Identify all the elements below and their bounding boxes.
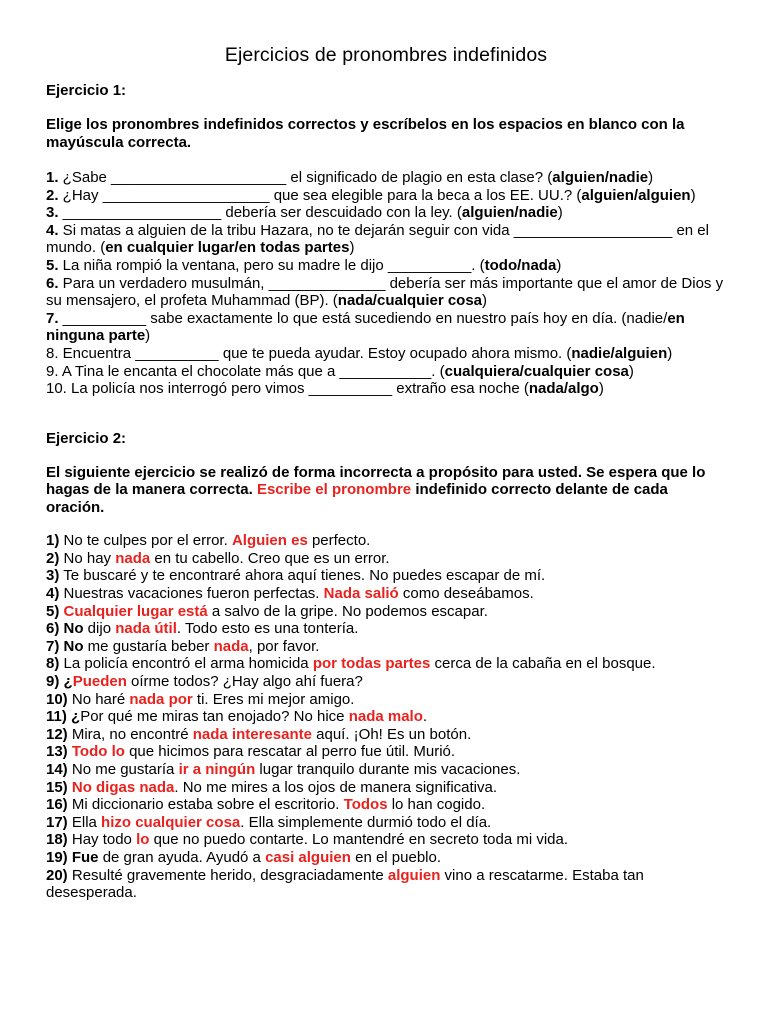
highlighted-text: ir a ningún bbox=[178, 760, 256, 778]
list-item bbox=[46, 567, 726, 585]
item-number: 16) bbox=[46, 796, 68, 814]
item-text: Por qué me miras tan enojado? No hice bbox=[80, 708, 349, 726]
item-number: 3) bbox=[46, 567, 60, 585]
item-text: No bbox=[63, 637, 84, 655]
item-number: 5) bbox=[46, 602, 60, 620]
list-item bbox=[46, 673, 726, 691]
list-item bbox=[46, 867, 726, 902]
highlighted-text: lo bbox=[136, 831, 150, 849]
page-title: Ejercicios de pronombres indefinidos bbox=[224, 44, 548, 66]
item-number: 6) bbox=[46, 620, 60, 638]
item-text: No me gustaría bbox=[67, 760, 179, 778]
item-text: en el pueblo. bbox=[350, 848, 442, 866]
highlighted-text: nada malo bbox=[348, 708, 423, 726]
item-text: lugar tranquilo durante mis vacaciones. bbox=[255, 760, 521, 778]
item-text: ¿ bbox=[71, 708, 81, 726]
item-number: 1) bbox=[46, 532, 60, 550]
item-text: . Ella simplemente durmió todo el día. bbox=[240, 813, 492, 831]
item-number: 20) bbox=[46, 866, 68, 884]
list-item: 9. A Tina le encanta el chocolate más que a ___________. (cualquiera/cualquier cosa) bbox=[46, 362, 634, 380]
item-text: ti. Eres mi mejor amigo. bbox=[192, 690, 355, 708]
item-text: Mi diccionario estaba sobre el escritorio. bbox=[67, 796, 344, 814]
item-text: , por favor. bbox=[248, 637, 320, 655]
item-text: oírme todos? ¿Hay algo ahí fuera? bbox=[126, 672, 363, 690]
highlighted-text: casi alguien bbox=[265, 848, 351, 866]
list-item: 1. ¿Sabe _____________________ el significado de plagio en esta clase? (alguien/nadie) bbox=[46, 169, 654, 186]
list-item bbox=[46, 532, 726, 550]
list-item bbox=[46, 831, 726, 849]
list-item bbox=[46, 779, 726, 797]
highlighted-text: Todos bbox=[343, 796, 388, 814]
list-item bbox=[46, 849, 726, 867]
exercise-2-list bbox=[46, 532, 726, 901]
list-item bbox=[46, 550, 726, 568]
item-text: No hay bbox=[59, 549, 116, 567]
item-text: que no puedo contarte. Lo mantendré en secreto toda mi vida. bbox=[149, 831, 569, 849]
item-number: 13) bbox=[46, 743, 68, 761]
item-number: 19) bbox=[46, 848, 68, 866]
item-number: 12) bbox=[46, 725, 68, 743]
item-text: No te culpes por el error. bbox=[59, 532, 232, 550]
highlighted-text: nada por bbox=[129, 690, 193, 708]
list-item: 4. Si matas a alguien de la tribu Hazara, no te dejarán seguir con vida ___________________ en el mundo. (en cualquier lugar/en todas partes) bbox=[46, 221, 709, 257]
list-item: 5. La niña rompió la ventana, pero su madre le dijo __________. (todo/nada) bbox=[46, 256, 562, 274]
item-number: 9) bbox=[46, 672, 60, 690]
highlighted-text: por todas partes bbox=[312, 655, 431, 673]
item-number: 4) bbox=[46, 585, 60, 602]
item-text: . bbox=[422, 708, 428, 726]
item-text: . No me mires a los ojos de manera significativa. bbox=[174, 778, 498, 796]
item-text: vino a rescatarme. Estaba tan desesperada. bbox=[46, 866, 644, 902]
list-item bbox=[46, 638, 726, 656]
list-item: 3. ___________________ debería ser descuidado con la ley. (alguien/nadie) bbox=[46, 204, 563, 222]
list-item bbox=[46, 691, 726, 709]
item-text: Mira, no encontré bbox=[67, 725, 193, 743]
highlighted-text: nada bbox=[213, 637, 249, 655]
item-text: Nuestras vacaciones fueron perfectas. bbox=[59, 585, 324, 602]
item-text: Resulté gravemente herido, desgraciadamente bbox=[67, 866, 388, 884]
highlighted-text: No digas nada bbox=[71, 778, 175, 796]
list-item bbox=[46, 603, 726, 621]
item-number: 15) bbox=[46, 778, 68, 796]
item-text: dijo bbox=[83, 620, 116, 638]
item-text: Fue bbox=[71, 848, 99, 866]
highlighted-text: nada útil bbox=[115, 620, 177, 638]
list-item bbox=[46, 761, 726, 779]
list-item bbox=[46, 655, 726, 673]
highlighted-text: Alguien es bbox=[231, 532, 308, 550]
list-item bbox=[46, 620, 726, 638]
list-item: 2. ¿Hay ____________________ que sea elegible para la beca a los EE. UU.? (alguien/alguien) bbox=[46, 186, 696, 204]
item-text: . Todo esto es una tontería. bbox=[176, 620, 359, 638]
exercise-1-instructions: Elige los pronombres indefinidos correctos y escríbelos en los espacios en blanco con la mayúscula correcta. bbox=[46, 116, 685, 151]
exercise-1-list bbox=[46, 169, 726, 398]
item-text: No bbox=[63, 620, 84, 638]
item-number: 11) bbox=[46, 708, 67, 726]
highlighted-text: nada bbox=[115, 549, 151, 567]
item-number: 7) bbox=[46, 637, 60, 655]
item-text: a salvo de la gripe. No podemos escapar. bbox=[207, 602, 488, 620]
item-text: Te buscaré y te encontraré ahora aquí tienes. No puedes escapar de mí. bbox=[59, 567, 546, 585]
item-text: de gran ayuda. Ayudó a bbox=[98, 848, 266, 866]
item-text: ¿ bbox=[63, 672, 73, 690]
item-number: 2) bbox=[46, 549, 60, 567]
list-item bbox=[46, 743, 726, 761]
document-page bbox=[46, 42, 726, 902]
item-text: Ella bbox=[67, 813, 102, 831]
list-item bbox=[46, 726, 726, 744]
item-text: No haré bbox=[67, 690, 130, 708]
list-item: 10. La policía nos interrogó pero vimos __________ extraño esa noche (nada/algo) bbox=[46, 380, 604, 398]
item-number: 10) bbox=[46, 690, 68, 708]
highlighted-text: Pueden bbox=[72, 672, 127, 690]
list-item bbox=[46, 708, 726, 726]
item-number: 14) bbox=[46, 760, 68, 778]
list-item: 8. Encuentra __________ que te pueda ayudar. Estoy ocupado ahora mismo. (nadie/alguien) bbox=[46, 344, 673, 362]
item-text: Hay todo bbox=[67, 831, 137, 849]
highlighted-text: Cualquier lugar está bbox=[63, 602, 208, 620]
exercise-1-label: Ejercicio 1: bbox=[46, 82, 127, 99]
highlighted-text: hizo cualquier cosa bbox=[101, 813, 241, 831]
list-item: 6. Para un verdadero musulmán, ______________ debería ser más importante que el amor de Dios y su mensajero, el profeta Muhammad (BP). (nada/cualquier cosa) bbox=[46, 274, 724, 310]
item-number: 8) bbox=[46, 655, 60, 673]
highlighted-text: Nada salió bbox=[323, 585, 399, 602]
list-item: 7. __________ sabe exactamente lo que está sucediendo en nuestro país hoy en día. (nadie/en ninguna parte) bbox=[46, 309, 685, 345]
item-text: La policía encontró el arma homicida bbox=[59, 655, 313, 673]
list-item bbox=[46, 814, 726, 832]
highlighted-text: Todo lo bbox=[71, 743, 125, 761]
item-text: en tu cabello. Creo que es un error. bbox=[150, 549, 390, 567]
item-text: como deseábamos. bbox=[398, 585, 534, 602]
list-item bbox=[46, 585, 726, 603]
exercise-2-label: Ejercicio 2: bbox=[46, 429, 127, 447]
list-item bbox=[46, 796, 726, 814]
item-text: cerca de la cabaña en el bosque. bbox=[430, 655, 656, 673]
item-text: perfecto. bbox=[307, 532, 371, 550]
highlighted-text: nada interesante bbox=[192, 725, 312, 743]
item-text: me gustaría beber bbox=[83, 637, 214, 655]
exercise-2-instructions: El siguiente ejercicio se realizó de forma incorrecta a propósito para usted. Se espera que lo hagas de la manera correcta. Escribe el pronombre indefinido correcto delante de cada oración. bbox=[46, 463, 706, 516]
item-text: aquí. ¡Oh! Es un botón. bbox=[311, 725, 472, 743]
highlighted-text: alguien bbox=[387, 866, 441, 884]
item-number: 17) bbox=[46, 813, 68, 831]
item-text: lo han cogido. bbox=[387, 796, 486, 814]
item-number: 18) bbox=[46, 831, 68, 849]
item-text: que hicimos para rescatar al perro fue útil. Murió. bbox=[124, 743, 456, 761]
